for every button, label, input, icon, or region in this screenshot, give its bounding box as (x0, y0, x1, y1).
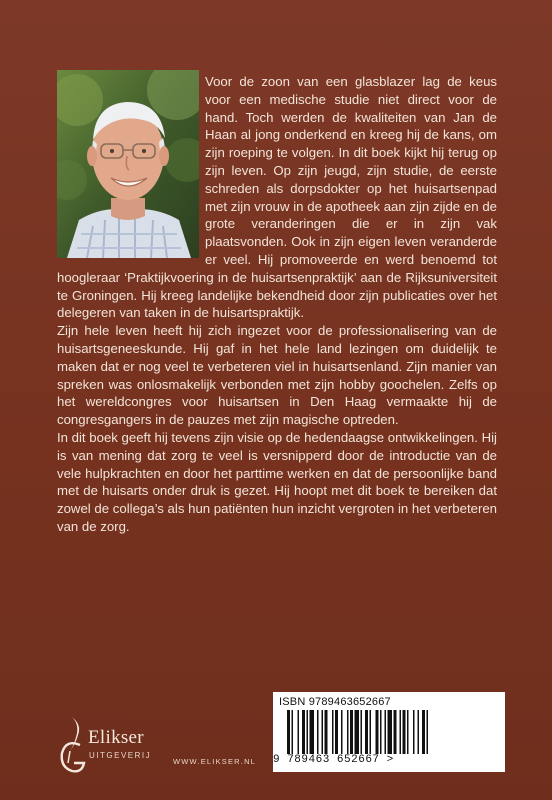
barcode-bar (332, 710, 334, 754)
publisher-name: Elikser (88, 727, 144, 748)
barcode-bar (385, 710, 387, 754)
isbn-label: ISBN 9789463652667 (279, 696, 391, 708)
barcode-bar (350, 710, 353, 754)
barcode-bar (347, 710, 349, 754)
barcode-bar (298, 710, 300, 754)
barcode-bar (427, 710, 429, 754)
paragraph-2: Zijn hele leven heeft hij zich ingezet voor de professionalisering van de huisartsgeneeskunde. Hij gaf in het hele land lezingen om duidelijk te maken dat er nog veel te verbeteren viel in huisartsenland. Zijn manier van spreken was onlosmakelijk verbonden met zijn hobby goochelen. Zelfs op het wereldcongres voor huisartsen in Den Haag vermaakte hij de congresgangers in de pauzes met zijn magische optreden. (57, 323, 497, 428)
paragraph-3: In dit boek geeft hij tevens zijn visie op de hedendaagse ontwikkelingen. Hij is van mening dat zorg te veel is versnipperd door de introductie van de vele hulpkrachten en door het parttime werken en dat de persoonlijke band met de huisarts onder druk is gezet. Hij hoopt met dit boek te bereiken dat zowel de collega’s als hun patiënten hun inzicht vergroten in het verbeteren van de zorg. (57, 429, 497, 534)
barcode-bar (307, 710, 309, 754)
barcode-bar (394, 710, 397, 754)
barcode-bar (400, 710, 402, 754)
barcode (287, 710, 487, 754)
barcode-bar (322, 710, 324, 754)
barcode-bar (287, 710, 290, 754)
isbn-barcode-box (273, 692, 505, 772)
barcode-bar (407, 710, 409, 754)
back-cover-text (57, 73, 497, 536)
barcode-bar (361, 710, 363, 754)
barcode-bar (388, 710, 393, 754)
barcode-bar (302, 710, 305, 754)
barcode-bar (365, 710, 368, 754)
barcode-bar (325, 710, 328, 754)
barcode-bar (355, 710, 360, 754)
barcode-bar (310, 710, 315, 754)
barcode-bar (376, 710, 379, 754)
barcode-bar (422, 710, 425, 754)
barcode-bar (317, 710, 319, 754)
barcode-bar (335, 710, 338, 754)
publisher-subtitle: UITGEVERIJ (89, 751, 152, 760)
quill-e-logo-icon (56, 715, 90, 777)
barcode-bar (403, 710, 406, 754)
barcode-bar (413, 710, 415, 754)
photo-spacer (57, 73, 205, 264)
barcode-digits: 9 789463 652667 > (273, 754, 394, 766)
paragraph-1: Voor de zoon van een glasblazer lag de keus voor een medische studie niet direct voor de hand. Toch werden de kwaliteiten van Jan de Haan al jong onderkend en kreeg hij de kans, om zijn roeping te volgen. In dit boek kijkt hij terug op zijn leven. Op zijn jeugd, zijn studie, de eerste schreden als dorpsdokter op het huisartsenpad met zijn vrouw in de apotheek aan zijn zijde en de grote veranderingen die er in zijn vak plaatsvonden. Ook in zijn eigen leven veranderde er veel. Hij promoveerde en werd benoemd tot hoogleraar ‘Praktijkvoering in de huisartsenpraktijk’ aan de Rijksuniversiteit te Groningen. Hij kreeg landelijke bekendheid door zijn publicaties over het delegeren van taken in de huisartspraktijk. (57, 74, 497, 321)
barcode-bar (418, 710, 420, 754)
barcode-bar (370, 710, 372, 754)
barcode-bar (341, 710, 343, 754)
barcode-bar (292, 710, 294, 754)
publisher-website[interactable]: WWW.ELIKSER.NL (173, 757, 257, 766)
barcode-bar (380, 710, 382, 754)
